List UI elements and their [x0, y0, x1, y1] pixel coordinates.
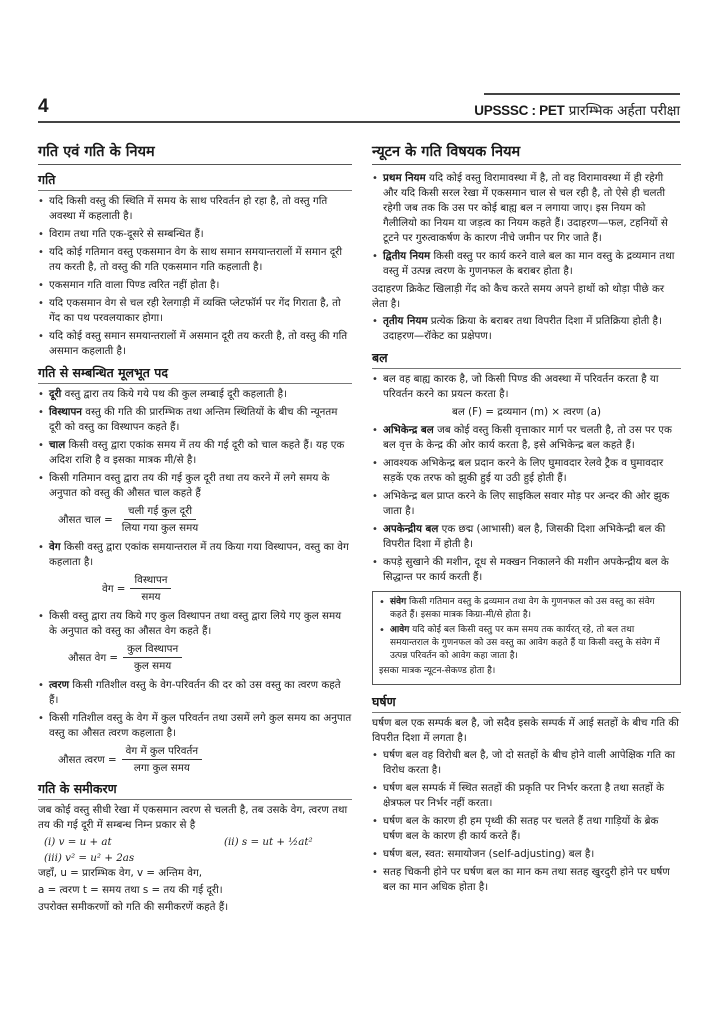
- term-text: किसी गतिशील वस्तु के वेग-परिवर्तन की दर को उस वस्तु का त्वरण कहते हैं।: [49, 679, 341, 706]
- header-rule: [38, 121, 680, 123]
- list-item-distance: [38, 387, 352, 402]
- list-item-acceleration: [38, 678, 352, 708]
- formula-numerator: विस्थापन: [130, 573, 171, 589]
- equations-where-1: जहाँ, u = प्रारम्भिक वेग, v = अन्तिम वेग,: [38, 867, 203, 879]
- formula-denominator: लगा कुल समय: [133, 762, 190, 774]
- list-item: • अभिकेन्द्र बल प्राप्त करने के लिए साइकिल सवार मोड़ पर अन्दर की ओर झुक जाता है।: [372, 489, 681, 519]
- section-heading-friction: घर्षण: [372, 693, 681, 713]
- term-key: अभिकेन्द्र बल: [383, 424, 434, 436]
- term-text: एक छद्म (आभासी) बल है, जिसकी दिशा अभिकेन्द्री बल की विपरीत दिशा में होती है।: [383, 523, 666, 550]
- list-item: • कपड़े सुखाने की मशीन, दूध से मक्खन निकालने की मशीन अपकेन्द्रीय बल के सिद्धान्त पर कार्य करती हैं।: [372, 555, 681, 585]
- law-text: किसी वस्तु पर कार्य करने वाले बल का मान वस्तु के द्रव्यमान तथा वस्तु में उत्पन्न त्वरण के गुणनफल के बराबर होता है।: [383, 250, 675, 277]
- friction-intro: घर्षण बल एक सम्पर्क बल है, जो सदैव इसके सम्पर्क में आई सतहों के बीच गति की विपरीत दिशा में लगता है।: [372, 717, 679, 744]
- list-item: • यदि कोई गतिमान वस्तु एकसमान वेग के साथ समान समयान्तरालों में समान दूरी तय करती है, तो वस्तु की गति एकसमान गति कहलाती है।: [38, 245, 352, 275]
- velocity-formula: [102, 573, 352, 604]
- law-text: यदि कोई वस्तु विरामावस्था में है, तो वह विरामावस्था में ही रहेगी और यदि किसी सरल रेखा में एकसमान चाल से चल रही है, तो ऐसे ही चलती रहेगी जब तक कि उस पर कोई बाह्य बल न लगाया जाए। इस नियम को गैलीलियो का नियम या जड़त्व का नियम कहते हैं। उदाहरण—फल, टहनियों से टूटने पर गुरुत्वाकर्षण के कारण नीचे जमीन पर गिर जाते हैं।: [383, 172, 668, 244]
- right-column: [372, 135, 681, 898]
- terms-list-3: [38, 609, 352, 639]
- section-heading-terms: गति से सम्बन्धित मूलभूत पद: [38, 364, 352, 384]
- formula-lhs: औसत वेग =: [68, 651, 119, 664]
- formula-denominator: समय: [141, 591, 161, 603]
- list-item: • यदि एकसमान वेग से चल रही रेलगाड़ी में व्यक्ति प्लेटफॉर्म पर गेंद गिराता है, तो गेंद का पथ परवलयाकार होगा।: [38, 296, 352, 326]
- term-text: किसी वस्तु द्वारा एकांक समय में तय की गई दूरी को चाल कहते हैं। यह एक अदिश राशि है व इसका मात्रक मी/से है।: [49, 439, 345, 466]
- formula-lhs: औसत त्वरण =: [58, 753, 117, 766]
- law-key: तृतीय नियम: [383, 315, 428, 327]
- term-key: दूरी: [49, 388, 62, 400]
- term-key: संवेग: [390, 597, 407, 607]
- formula-fraction: [123, 642, 182, 673]
- list-item-velocity: [38, 540, 352, 570]
- list-item-centrifugal: [372, 522, 681, 552]
- formula-denominator: लिया गया कुल समय: [121, 522, 199, 534]
- list-item: • एकसमान गति वाला पिण्ड त्वरित नहीं होता है।: [38, 278, 352, 293]
- second-law-example: उदाहरण क्रिकेट खिलाड़ी गेंद को कैच करते समय अपने हाथों को थोड़ा पीछे कर लेता है।: [372, 283, 665, 310]
- list-item: • घर्षण बल, स्वत: समायोजन (self-adjusting) बल है।: [372, 847, 681, 862]
- formula-denominator: कुल समय: [134, 660, 172, 672]
- law-key: द्वितीय नियम: [383, 250, 431, 262]
- equations-where-2: a = त्वरण t = समय तथा s = तय की गई दूरी।: [38, 884, 223, 896]
- section-heading-newton: न्यूटन के गति विषयक नियम: [372, 141, 681, 165]
- formula-lhs: औसत चाल =: [58, 513, 113, 526]
- term-key: वेग: [49, 541, 61, 553]
- newton-list: [372, 171, 681, 279]
- box-list: [379, 596, 674, 663]
- page-number: 4: [38, 96, 49, 117]
- force-list: [372, 372, 681, 402]
- term-text: वस्तु की गति की प्रारम्भिक तथा अन्तिम स्थितियों के बीच की न्यूनतम दूरी को वस्तु का विस्थापन कहते हैं।: [49, 406, 338, 433]
- term-key: आवेग: [390, 625, 410, 635]
- list-item: • यदि कोई वस्तु समान समयान्तरालों में असमान दूरी तय करती है, तो वस्तु की गति असमान कहलाती है।: [38, 329, 352, 359]
- term-text: किसी गतिमान वस्तु के द्रव्यमान तथा वेग के गुणनफल को उस वस्तु का संवेग कहते हैं। इसका मात्रक किग्रा-मी/से होता है।: [390, 597, 655, 620]
- list-item: • आवश्यक अभिकेन्द्र बल प्रदान करने के लिए घुमावदार रेलवे ट्रैक व घुमावदार सड़कें एक तरफ को झुकी हुई या उठी हुई होती हैं।: [372, 456, 681, 486]
- exam-name: UPSSSC : PET: [474, 103, 565, 118]
- equation-2: (ii) s = ut + ½at²: [224, 836, 313, 848]
- list-item: • यदि किसी वस्तु की स्थिति में समय के साथ परिवर्तन हो रहा है, तो वस्तु गति अवस्था में कहलाती है।: [38, 194, 352, 224]
- list-item-third-law: [372, 314, 681, 344]
- force-list-2: [372, 423, 681, 585]
- term-key: अपकेन्द्रीय बल: [383, 523, 439, 535]
- motion-list: [38, 194, 352, 359]
- formula-fraction: [122, 744, 202, 775]
- formula-numerator: कुल विस्थापन: [123, 642, 182, 658]
- formula-lhs: वेग =: [102, 582, 126, 595]
- term-text: यदि कोई बल किसी वस्तु पर कम समय तक कार्यरत् रहे, तो बल तथा समयान्तराल के गुणनफल को उस वस्तु का आवेग कहते हैं या किसी वस्तु के संवेग में उत्पन्न परिवर्तन को आवेग कहा जाता है।: [390, 625, 660, 661]
- list-item: • घर्षण बल के कारण ही हम पृथ्वी की सतह पर चलते हैं तथा गाड़ियों के ब्रेक घर्षण बल के कारण ही कार्य करते हैं।: [372, 814, 681, 844]
- chapter-title: गति एवं गति के नियम: [38, 141, 352, 165]
- list-item-avg-velocity: [38, 609, 352, 639]
- term-key: विस्थापन: [49, 406, 83, 418]
- avg-velocity-formula: [68, 642, 352, 673]
- term-key: चाल: [49, 439, 66, 451]
- header-top-rule: [484, 93, 680, 95]
- term-text: किसी गतिशील वस्तु के वेग में कुल परिवर्तन तथा उसमें लगे कुल समय का अनुपात वस्तु का औसत त्वरण कहलाता है।: [49, 712, 352, 739]
- formula-numerator: चली गई कुल दूरी: [124, 504, 196, 520]
- terms-list: [38, 387, 352, 501]
- list-item-second-law: [372, 249, 681, 279]
- term-text: किसी वस्तु द्वारा तय किये गए कुल विस्थापन तथा वस्तु द्वारा लिये गए कुल समय के अनुपात को वस्तु का औसत वेग कहते हैं।: [49, 610, 342, 637]
- term-text: किसी वस्तु द्वारा एकांक समयान्तराल में तय किया गया विस्थापन, वस्तु का वेग कहलाता है।: [49, 541, 349, 568]
- term-text: किसी गतिमान वस्तु द्वारा तय की गई कुल दूरी तथा तय करने में लगे समय के अनुपात को वस्तु की औसत चाल कहते हैं: [49, 472, 330, 499]
- friction-list: [372, 748, 681, 895]
- newton-list-2: [372, 314, 681, 344]
- section-heading-force: बल: [372, 349, 681, 369]
- formula-fraction: [130, 573, 171, 604]
- section-heading-motion: गति: [38, 171, 352, 191]
- force-formula: बल (F) = द्रव्यमान (m) × त्वरण (a): [451, 406, 601, 418]
- law-text: प्रत्येक क्रिया के बराबर तथा विपरीत दिशा में प्रतिक्रिया होती है। उदाहरण—रॉकेट का प्रक्षेपण।: [383, 315, 662, 342]
- law-key: प्रथम नियम: [383, 172, 426, 184]
- impulse-unit: इसका मात्रक न्यूटन-सेकण्ड होता है।: [379, 666, 496, 676]
- term-key: त्वरण: [49, 679, 70, 691]
- term-text: वस्तु द्वारा तय किये गये पथ की कुल लम्बाई दूरी कहलाती है।: [64, 388, 287, 400]
- list-item-avg-speed: [38, 471, 352, 501]
- left-column: [38, 135, 352, 917]
- list-item-momentum: [379, 596, 674, 622]
- formula-fraction: [118, 504, 203, 535]
- list-item-avg-acceleration: [38, 711, 352, 741]
- terms-list-2: [38, 540, 352, 570]
- list-item-impulse: [379, 624, 674, 663]
- list-item-displacement: [38, 405, 352, 435]
- running-header: [474, 101, 680, 119]
- equations-intro: जब कोई वस्तु सीधी रेखा में एकसमान त्वरण से चलती है, तब उसके वेग, त्वरण तथा तय की गई दूरी में सम्बन्ध निम्न प्रकार से है: [38, 804, 348, 831]
- section-heading-equations: गति के समीकरण: [38, 780, 352, 800]
- avg-acceleration-formula: [58, 744, 352, 775]
- list-item-first-law: [372, 171, 681, 246]
- list-item-centripetal: [372, 423, 681, 453]
- equation-1: (i) v = u + at: [44, 836, 112, 848]
- list-item: • बल वह बाह्य कारक है, जो किसी पिण्ड की अवस्था में परिवर्तन करता है या परिवर्तन करने का प्रयत्न करता है।: [372, 372, 681, 402]
- equations-row: [44, 836, 352, 848]
- list-item: • सतह चिकनी होने पर घर्षण बल का मान कम तथा सतह खुरदुरी होने पर घर्षण बल का मान अधिक होता है।: [372, 865, 681, 895]
- equation-3: (iii) v² = u² + 2as: [44, 852, 135, 864]
- list-item: • घर्षण बल सम्पर्क में स्थित सतहों की प्रकृति पर निर्भर करता है तथा सतहों के क्षेत्रफल पर निर्भर नहीं करता।: [372, 781, 681, 811]
- list-item: • घर्षण बल वह विरोधी बल है, जो दो सतहों के बीच होने वाली आपेक्षिक गति का विरोध करता है।: [372, 748, 681, 778]
- list-item-speed: [38, 438, 352, 468]
- equations-outro: उपरोक्त समीकरणों को गति की समीकरणें कहते हैं।: [38, 901, 229, 913]
- momentum-impulse-box: [372, 591, 681, 685]
- exam-subtitle: प्रारम्भिक अर्हता परीक्षा: [568, 103, 680, 119]
- formula-numerator: वेग में कुल परिवर्तन: [122, 744, 202, 760]
- avg-speed-formula: [58, 504, 352, 535]
- list-item: • विराम तथा गति एक-दूसरे से सम्बन्धित हैं।: [38, 227, 352, 242]
- terms-list-4: [38, 678, 352, 741]
- term-text: जब कोई वस्तु किसी वृत्ताकार मार्ग पर चलती है, तो उस पर एक बल वृत्त के केन्द्र की ओर कार्य करता है, इसे अभिकेन्द्र बल कहते हैं।: [383, 424, 672, 451]
